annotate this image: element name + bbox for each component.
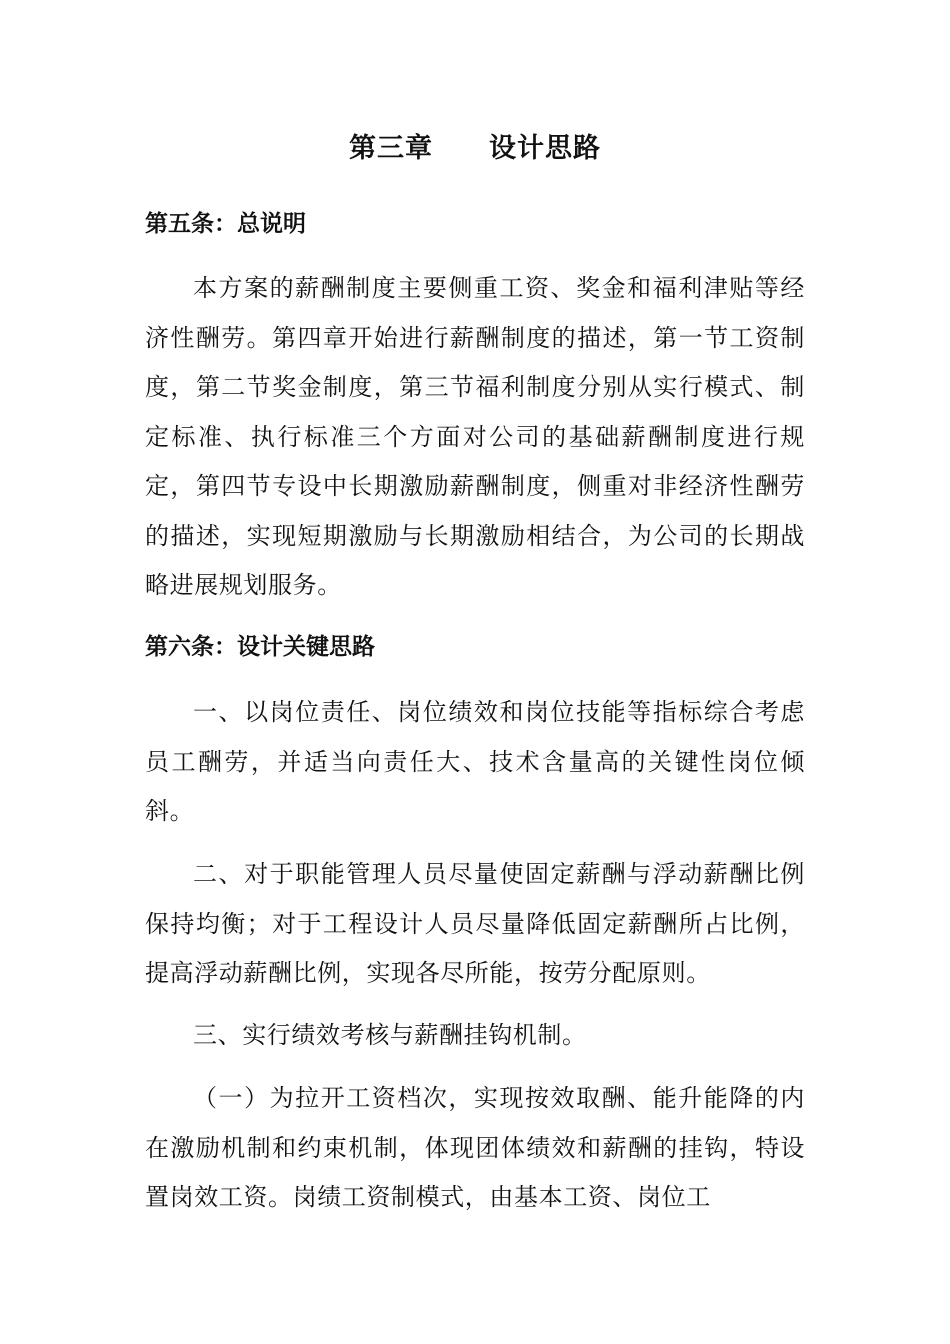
article-6-heading: 第六条：设计关键思路: [145, 633, 375, 660]
article-6-point-1: 一、以岗位责任、岗位绩效和岗位技能等指标综合考虑员工酬劳，并适当向责任大、技术含量高的关键性岗位倾斜。: [145, 698, 805, 825]
article-5-paragraph: 本方案的薪酬制度主要侧重工资、奖金和福利津贴等经济性酬劳。第四章开始进行薪酬制度的描述，第一节工资制度，第二节奖金制度，第三节福利制度分别从实行模式、制定标准、执行标准三个方面对公司的基础薪酬制度进行规定，第四节专设中长期激励薪酬制度，侧重对非经济性酬劳的描述，实现短期激励与长期激励相结合，为公司的长期战略进展规划服务。: [145, 274, 805, 599]
chapter-title: 第三章 设计思路: [349, 133, 601, 164]
article-5-heading: 第五条：总说明: [145, 210, 306, 237]
article-6-point-2: 二、对于职能管理人员尽量使固定薪酬与浮动薪酬比例保持均衡；对于工程设计人员尽量降低固定薪酬所占比例，提高浮动薪酬比例，实现各尽所能，按劳分配原则。: [145, 860, 805, 987]
article-6-subpoint-1: （一）为拉开工资档次，实现按效取酬、能升能降的内在激励机制和约束机制，体现团体绩效和薪酬的挂钩，特设置岗效工资。岗绩工资制模式，由基本工资、岗位工: [145, 1084, 805, 1211]
article-6-point-3: 三、实行绩效考核与薪酬挂钩机制。: [193, 1021, 587, 1049]
